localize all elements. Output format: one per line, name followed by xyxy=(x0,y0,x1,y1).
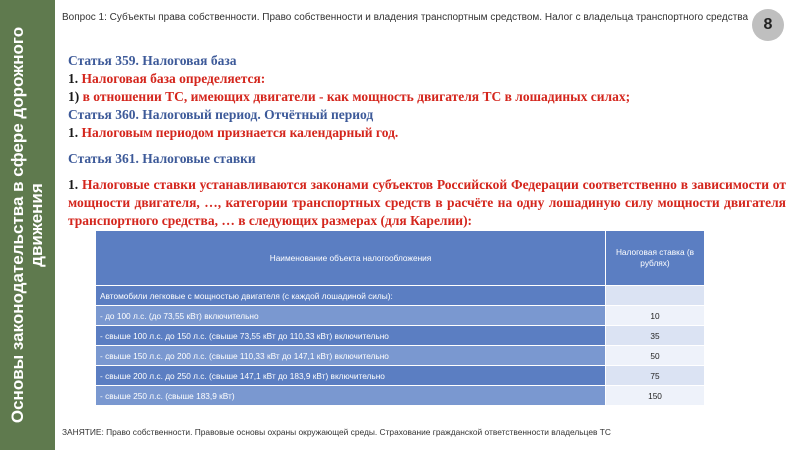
table-row xyxy=(96,306,705,326)
row-name: Автомобили легковые с мощностью двигателя (с каждой лошадиной силы): xyxy=(96,286,606,306)
tax-rates-table-wrapper xyxy=(95,230,705,406)
row-value: 75 xyxy=(606,366,705,386)
row-name: - свыше 200 л.с. до 250 л.с. (свыше 147,1 кВт до 183,9 кВт) включительно xyxy=(96,366,606,386)
article-359-subitem-number: 1) xyxy=(68,89,80,104)
article-360-item-number: 1. xyxy=(68,125,79,140)
table-row xyxy=(96,286,705,306)
article-361-title: Статья 361. Налоговые ставки xyxy=(68,151,256,166)
article-361-item-number: 1. xyxy=(68,177,79,192)
article-361-item-text: Налоговые ставки устанавливаются законами субъектов Российской Федерации соответственно в зависимости от мощности двигателя, …, категории транспортных средств в расчёте на одну лошадиную силу мощности двигателя транспортного средства, … в следующих размерах (для Карелии): xyxy=(68,177,786,228)
row-value: 50 xyxy=(606,346,705,366)
slide-content xyxy=(68,52,786,230)
article-359-title: Статья 359. Налоговая база xyxy=(68,53,237,68)
row-name: - свыше 100 л.с. до 150 л.с. (свыше 73,55 кВт до 110,33 кВт) включительно xyxy=(96,326,606,346)
table-row xyxy=(96,346,705,366)
article-359-item-text: Налоговая база определяется: xyxy=(81,71,266,86)
question-title: Вопрос 1: Субъекты права собственности. Право собственности и владения транспортным средством. Налог с владельца транспортного средства xyxy=(62,12,749,23)
article-359-subitem-text: в отношении ТС, имеющих двигатели - как мощность двигателя ТС в лошадиных силах; xyxy=(82,89,631,104)
row-name: - до 100 л.с. (до 73,55 кВт) включительно xyxy=(96,306,606,326)
article-359-item-number: 1. xyxy=(68,71,79,86)
article-360-title: Статья 360. Налоговый период. Отчётный период xyxy=(68,107,374,122)
sidebar xyxy=(0,0,55,450)
header-object-name: Наименование объекта налогообложения xyxy=(96,231,606,286)
row-value: 10 xyxy=(606,306,705,326)
sidebar-title: Основы законодательства в сфере дорожного движения xyxy=(8,26,46,424)
row-name: - свыше 150 л.с. до 200 л.с. (свыше 110,33 кВт до 147,1 кВт) включительно xyxy=(96,346,606,366)
article-360-item-text: Налоговым периодом признается календарный год. xyxy=(81,125,399,140)
row-name: - свыше 250 л.с. (свыше 183,9 кВт) xyxy=(96,386,606,406)
row-value: 35 xyxy=(606,326,705,346)
header-tax-rate: Налоговая ставка (в рублях) xyxy=(606,231,705,286)
footer-lesson-title: ЗАНЯТИЕ: Право собственности. Правовые основы охраны окружающей среды. Страхование гражданской ответственности владельцев ТС xyxy=(62,427,611,437)
row-value: 150 xyxy=(606,386,705,406)
slide-number-badge: 8 xyxy=(752,9,784,41)
tax-rates-table xyxy=(95,230,705,406)
table-row xyxy=(96,386,705,406)
row-value xyxy=(606,286,705,306)
table-row xyxy=(96,326,705,346)
table-row xyxy=(96,366,705,386)
